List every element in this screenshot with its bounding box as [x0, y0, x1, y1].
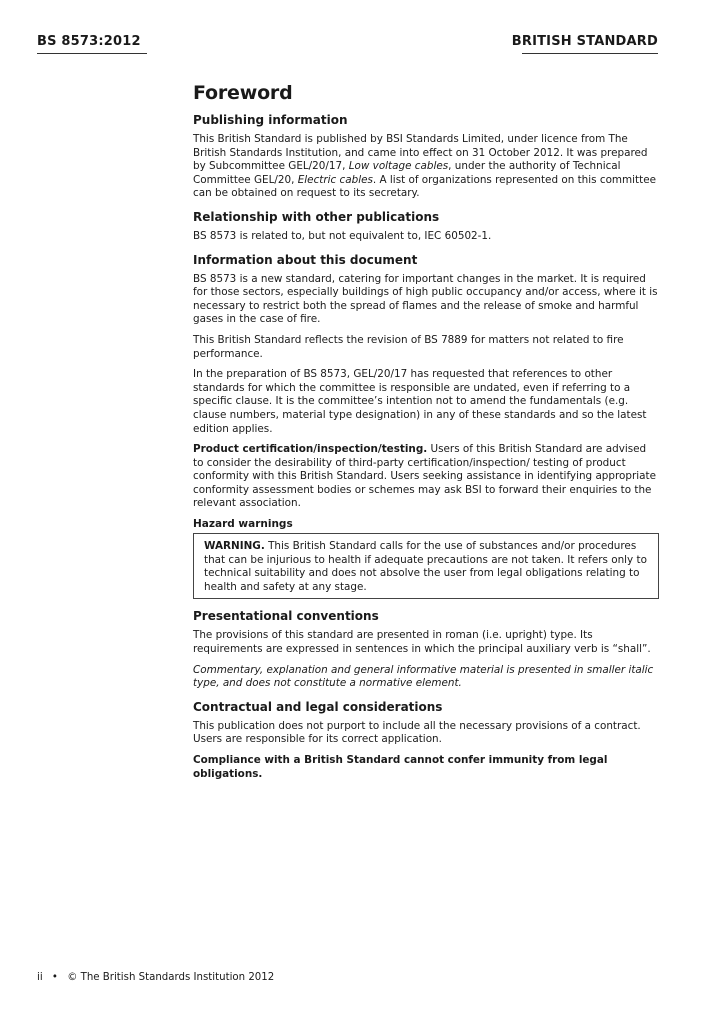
- presentational-paragraph-2: Commentary, explanation and general informative material is presented in smaller italic type, and does not constitute a normative element.: [193, 663, 654, 690]
- document-body: [193, 82, 659, 788]
- publishing-paragraph: [193, 133, 659, 201]
- information-paragraph-3: In the preparation of BS 8573, GEL/20/17 has requested that references to other standards for which the committee is responsible are undated, even if referring to a specific clause. It is the committee’s intention not to amend the fundamentals (e.g. clause numbers, material type designation) in any of these standards and so the latest edition applies.: [193, 368, 647, 435]
- text-run: This British Standard is published by BSI Standards Limited, under licence from The British Standards Institution, and came into effect on 31 October 2012. It was prepared by Subcommittee GEL/20/17,: [193, 133, 648, 173]
- contractual-paragraph-1: This publication does not purport to include all the necessary provisions of a contract. Users are responsible for its correct application.: [193, 719, 641, 746]
- section-heading-information: Information about this document: [193, 252, 418, 267]
- warning-paragraph: [204, 540, 648, 594]
- contractual-paragraph-2: Compliance with a British Standard cannot confer immunity from legal obligations.: [193, 754, 608, 780]
- page-number: ii: [37, 972, 43, 983]
- presentational-paragraph-1: The provisions of this standard are presented in roman (i.e. upright) type. Its requirements are expressed in sentences in which the principal auxiliary verb is “shall”.: [193, 629, 651, 656]
- information-paragraph-2: This British Standard reflects the revision of BS 7889 for matters not related to fire performance.: [193, 333, 624, 360]
- publishing-section: [193, 113, 659, 201]
- text-run: Users of this British Standard are advised to consider the desirability of third-party certification/inspection/ testing of product conformity with this British Standard. Users seeking assistance in identifying appropriate conformity assessment bodies or schemes may ask BSI to forward their enquiries to the relevant association.: [193, 443, 656, 510]
- standard-number: BS 8573:2012: [37, 34, 141, 49]
- warning-label: WARNING.: [204, 540, 265, 553]
- section-heading-contractual: Contractual and legal considerations: [193, 699, 443, 714]
- relationship-section: [193, 210, 659, 244]
- header-rule-left: [37, 53, 147, 54]
- text-run: . A list of organizations represented on this committee can be obtained on request to its secretary.: [193, 173, 656, 200]
- page-title: Foreword: [193, 82, 293, 104]
- header-rule-right: [522, 53, 658, 54]
- contractual-section: [193, 700, 659, 781]
- information-paragraph-1: BS 8573 is a new standard, catering for important changes in the market. It is required for those sectors, especially buildings of high public occupancy and/or access, where it is necessary to restrict both the spread of flames and the release of smoke and harmful gases in the case of fire.: [193, 272, 658, 326]
- certification-lead: Product certification/inspection/testing.: [193, 443, 428, 456]
- text-run: This British Standard calls for the use of substances and/or procedures that can be injurious to health if adequate precautions are not taken. It refers only to technical suitability and does not absolve the user from legal obligations relating to health and safety at any stage.: [204, 540, 647, 593]
- page-footer: [37, 972, 280, 983]
- text-run: , under the authority of Technical Committee GEL/20,: [193, 160, 621, 186]
- information-section: [193, 253, 659, 512]
- publisher-label: BRITISH STANDARD: [511, 34, 658, 49]
- section-heading-hazard: Hazard warnings: [193, 518, 293, 531]
- certification-paragraph: [193, 443, 659, 511]
- warning-box: [193, 533, 659, 599]
- copyright-notice: © The British Standards Institution 2012: [67, 972, 275, 983]
- relationship-paragraph: BS 8573 is related to, but not equivalent to, IEC 60502-1.: [193, 229, 492, 242]
- committee-name: Electric cables: [297, 173, 373, 186]
- section-heading-presentational: Presentational conventions: [193, 609, 379, 624]
- presentational-section: [193, 609, 659, 690]
- subcommittee-name: Low voltage cables: [348, 160, 449, 173]
- section-heading-publishing: Publishing information: [193, 113, 348, 127]
- hazard-section: [193, 518, 659, 599]
- footer-bullet: •: [51, 972, 58, 983]
- section-heading-relationship: Relationship with other publications: [193, 209, 440, 224]
